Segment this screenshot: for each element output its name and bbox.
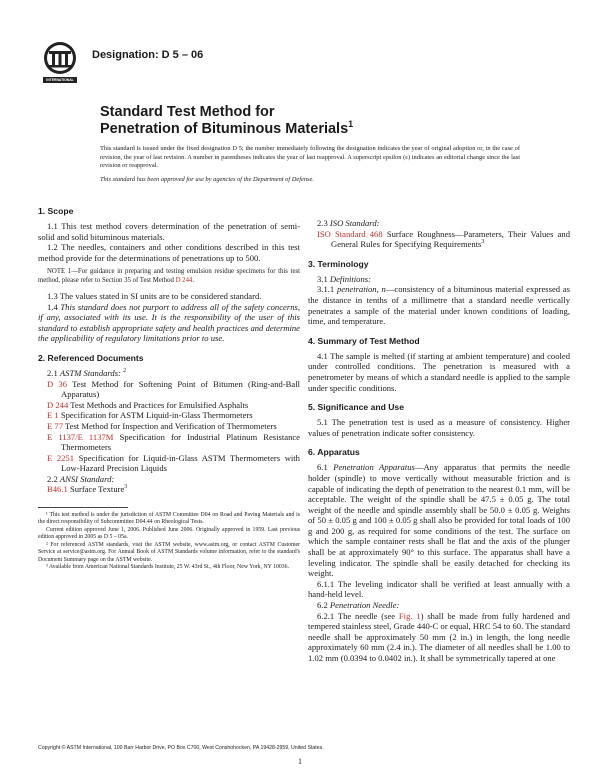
reference-item: E 1137/E 1137M Specification for Industrial Platinum Resistance Thermometers [47,431,300,453]
title-footnote-mark: 1 [348,119,354,130]
reference-item: D 36 Test Method for Softening Point of Bitumen (Ring-and-Ball Apparatus) [47,378,300,400]
para-1-2: 1.2 The needles, containers and other conditions described in this test method provide for the determinations of penetrations up to 500. [38,242,300,263]
para-6-1: 6.1 Penetration Apparatus—Any apparatus that permits the needle holder (spindle) to move vertically without measurable friction and is capable of indicating the depth of penetration to the nearest 0.1 mm, will be acceptable. The weight of the spindle shall be 47.5 ± 0.05 g. The total weight of the needle and spindle assembly shall be 50.0 ± 0.05 g. Weights of 50 ± 0.05 g and 100 ± 0.05 g shall also be provided for total loads of 100 g and 200 g, as required for some conditions of the test. The surface on which the sample container rests shall be flat and the axis of the plunger shall be at approximately 90° to this surface. The apparatus shall have a leveling indicator. The spindle shall be easily detached for checking its weight. [308,462,570,579]
para-3-1-1: 3.1.1 penetration, n—consistency of a bituminous material expressed as the distance in tenths of a millimetre that a standard needle vertically penetrates a sample of the material under known conditions of loading, time, and temperature. [308,284,570,327]
para-1-1: 1.1 This test method covers determination of the penetration of semi-solid and solid bituminous materials. [38,221,300,242]
footnotes [38,512,300,571]
reference-item: D 244 Test Methods and Practices for Emulsified Asphalts [47,399,249,410]
astm-logo [40,40,80,86]
para-3-1: 3.1 Definitions: [317,273,371,284]
ref-link[interactable]: E 77 [47,420,63,431]
reference-item: E 1 Specification for ASTM Liquid-in-Glass Thermometers [47,410,253,421]
ref-link-b46-1[interactable]: B46.1 [47,484,68,495]
issued-notice: This standard is issued under the fixed designation D 5; the number immediately following the designation indicates the year of original adoption or, in the case of revision, the year of last revision. A number in parentheses indicates the year of last reapproval. A superscript epsilon (ε) indicates an editorial change since the last revision or reapproval. [100,145,520,170]
dod-approval: This standard has been approved for use by agencies of the Department of Defense. [100,175,314,183]
title-line-2: Penetration of Bituminous Materials$^1$ [100,119,354,137]
ref-link[interactable]: D 244 [47,399,69,410]
para-1-4: 1.4 This standard does not purport to address all of the safety concerns, if any, associated with its use. It is the responsibility of the user of this standard to establish appropriate safety and health practices and determine the applicability of regulatory limitations prior to use. [38,301,300,344]
right-column [308,218,570,664]
iso-reference: ISO Standard 468 Surface Roughness—Parameters, Their Values and General Rules for Specifying Requirements$^3$ [317,228,570,250]
heading-scope: 1. Scope [38,206,74,216]
logo-text: INTERNATIONAL [46,78,74,82]
left-column [38,206,300,571]
standard-notice [100,145,520,184]
heading-referenced-documents: 2. Referenced Documents [38,352,144,363]
ref-link[interactable]: E 1 [47,410,59,421]
para-2-3: 2.3 ISO Standard: [317,218,380,228]
para-1-3: 1.3 The values stated in SI units are to be considered standard. [47,290,262,301]
footnote-2: ² For referenced ASTM standards, visit the ASTM website, www.astm.org, or contact ASTM Customer Service at service@astm.org. For Annual Book of ASTM Standards volume information, refer to the standard's Document Summary page on the ASTM website. [38,541,300,563]
ref-link[interactable]: D 36 [47,378,68,389]
reference-item: E 2251 Specification for Liquid-in-Glass ASTM Thermometers with Low-Hazard Precision Liquids [47,452,300,474]
heading-significance: 5. Significance and Use [308,402,404,413]
heading-summary: 4. Summary of Test Method [308,335,420,346]
reference-item: E 77 Test Method for Inspection and Verification of Thermometers [47,420,277,431]
heading-apparatus: 6. Apparatus [308,447,360,458]
heading-terminology: 3. Terminology [308,258,369,269]
ref-link[interactable]: E 2251 [47,452,75,463]
ref-link-iso-468[interactable]: ISO Standard 468 [317,228,383,239]
para-5-1: 5.1 The penetration test is used as a measure of consistency. Higher values of penetration indicate softer consistency. [308,417,570,438]
ansi-reference: B46.1 Surface Texture$^3$ [47,484,128,495]
astm-reference-list [38,379,300,474]
para-2-1: 2.1 ASTM Standards: $^2$ [47,367,127,378]
footnote-3: ³ Available from American National Standards Institute, 25 W. 43rd St., 4th Floor, New York, NY 10036. [46,563,290,570]
footnote-1: ¹ This test method is under the jurisdiction of ASTM Committee D04 on Road and Paving Materials and is the direct responsibility of Subcommittee D04.44 on Rheological Tests. [38,512,300,526]
ref-link-fig-1[interactable]: Fig. 1 [398,610,421,621]
footnote-1-edition: Current edition approved June 1, 2006. Published June 2006. Originally approved in 1959. Last previous edition approved in 2005 as D 5 – 05a. [38,526,300,541]
para-2-2: 2.2 ANSI Standard: [47,473,115,484]
ref-link[interactable]: E 1137/E 1137M [47,431,114,442]
para-6-1-1: 6.1.1 The leveling indicator shall be verified at least annually with a hand-held level. [308,578,570,600]
footnote-divider [38,507,128,508]
ref-link-d244[interactable]: D 244 [175,277,193,285]
document-title [100,104,520,138]
page-number: 1 [298,757,302,766]
designation: Designation: D 5 – 06 [92,49,204,61]
copyright-notice: Copyright © ASTM International, 100 Barr Harbor Drive, PO Box C700, West Conshohocken, PA 19428-2959, United States. [38,745,324,751]
note-1: NOTE 1—For guidance in preparing and testing emulsion residue specimens for this test method, please refer to Section 35 of Test Method D 244. [38,268,300,285]
para-4-1: 4.1 The sample is melted (if starting at ambient temperature) and cooled under controlled conditions. The penetration is measured with a penetrometer by means of which a standard needle is applied to the sample under specific conditions. [308,350,570,393]
para-6-2-1: 6.2.1 The needle (see Fig. 1) shall be made from fully hardened and tempered stainless steel, Grade 440-C or equal, HRC 54 to 60. The standard needle shall be approximately 50 mm (2 in.) in length, the long needle approximately 60 mm (2.4 in.). The diameter of all needles shall be 1.00 to 1.02 mm (0.0394 to 0.0402 in.). It shall be symmetrically tapered at one [308,610,570,663]
title-line-1: Standard Test Method for [100,104,275,120]
para-6-2: 6.2 Penetration Needle: [317,600,400,611]
